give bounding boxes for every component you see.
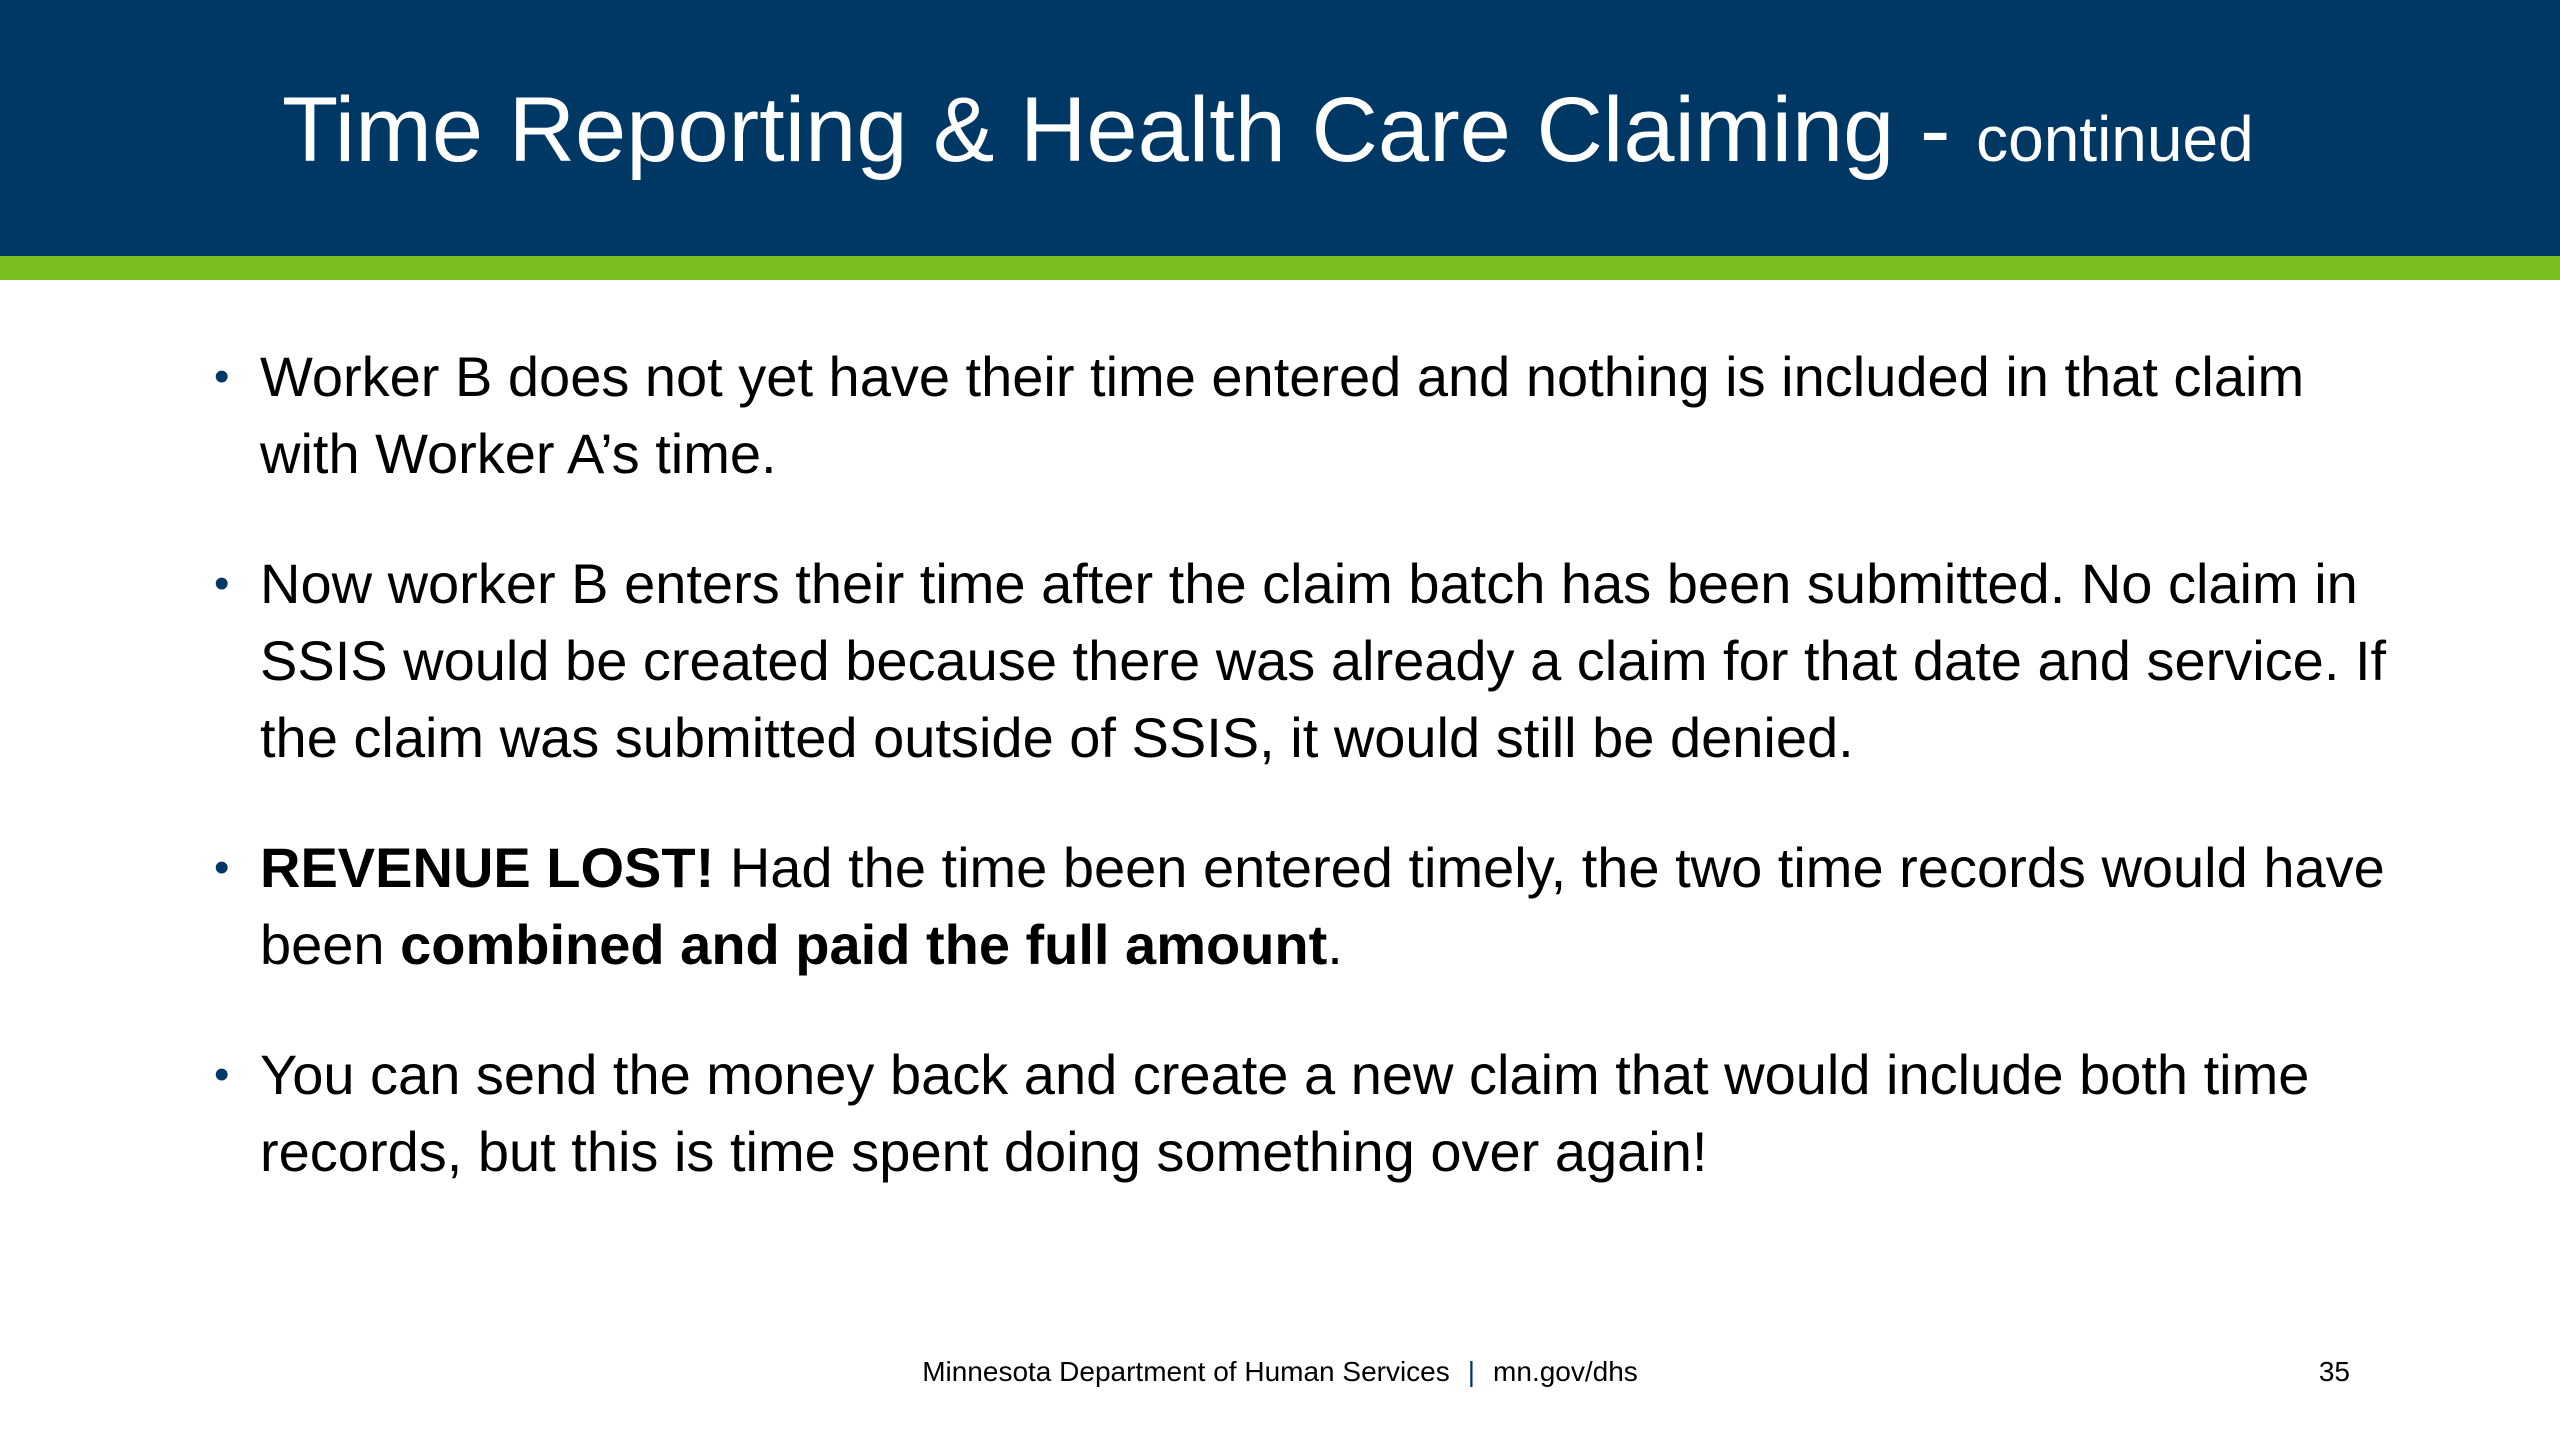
slide-title [282,70,2482,199]
bullet-bold-emphasis: combined and paid the full amount [400,913,1328,976]
bullet-item [210,1036,2390,1190]
bullet-icon: • [214,1050,230,1099]
bullet-icon: • [214,352,230,401]
slide-title-main: Time Reporting & Health Care Claiming [282,79,1895,181]
bullet-list [210,338,2390,1243]
slide-title-suffix: continued [1976,103,2254,175]
bullet-text: Had the time been entered timely, the two time records would have been [260,836,2385,976]
title-bar [0,0,2560,256]
bullet-bold-lead: REVENUE LOST! [260,836,715,899]
accent-bar [0,256,2560,280]
footer-organization: Minnesota Department of Human Services [922,1356,1450,1387]
bullet-item [210,545,2390,776]
footer-separator: | [1467,1356,1476,1387]
bullet-text: Worker B does not yet have their time entered and nothing is included in that claim with Worker A’s time. [260,345,2305,485]
bullet-item [210,338,2390,492]
bullet-text: Now worker B enters their time after the claim batch has been submitted. No claim in SSIS would be created because there was already a claim for that date and service. If the claim was submitted outside of SSIS, it would still be denied. [260,552,2387,769]
slide-title-dash: - [1919,79,1951,181]
bullet-icon: • [214,559,230,608]
bullet-item [210,829,2390,983]
footer-url: mn.gov/dhs [1493,1356,1638,1387]
footer [0,1352,2560,1392]
bullet-text-end: . [1327,913,1343,976]
bullet-icon: • [214,843,230,892]
page-number: 35 [2318,1356,2350,1387]
bullet-text: You can send the money back and create a new claim that would include both time records, but this is time spent doing something over again! [260,1043,2310,1183]
